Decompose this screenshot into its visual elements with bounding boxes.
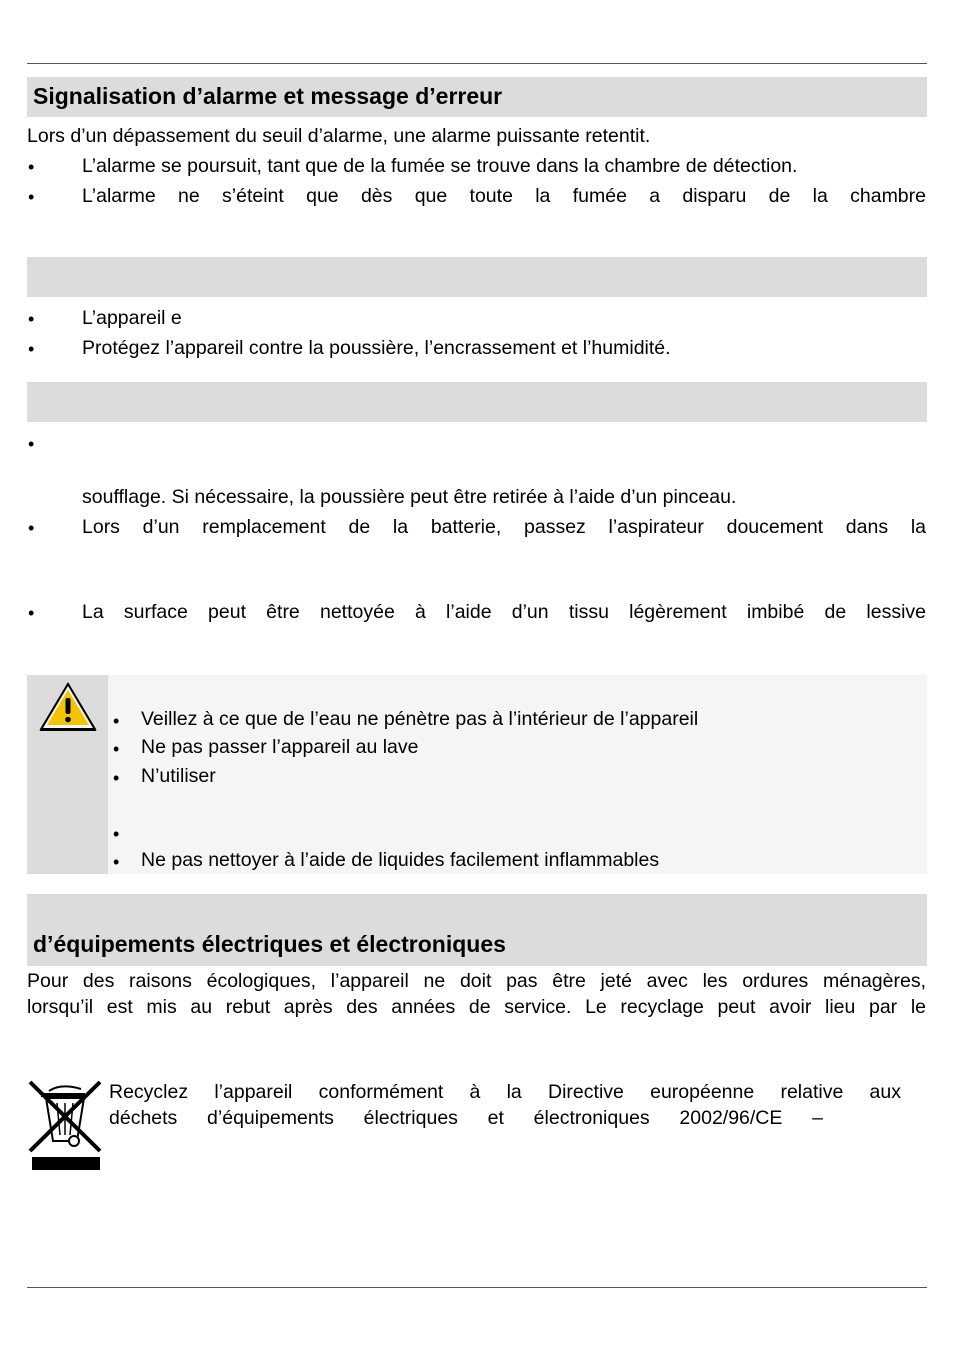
warning-item: N’utiliser <box>141 765 216 787</box>
care-bullet-1: L’appareil e <box>82 307 182 329</box>
warning-box <box>27 675 927 874</box>
section-title-disposal: d’équipements électriques et électroniques <box>33 931 506 957</box>
bullet-glyph: • <box>28 339 35 359</box>
bullet-glyph: • <box>28 187 35 207</box>
cleaning-bullet-2: Lors d’un remplacement de la batterie, passez l’aspirateur doucement dans la <box>82 516 926 538</box>
bullet-glyph: • <box>28 309 35 329</box>
disposal-paragraph-line-1: Pour des raisons écologiques, l’appareil ne doit pas être jeté avec les ordures ménagères, <box>27 970 926 992</box>
bullet-glyph: • <box>113 739 120 759</box>
warning-triangle-icon <box>37 679 99 733</box>
cleaning-bullet-3: La surface peut être nettoyée à l’aide d’un tissu légèrement imbibé de lessive <box>82 601 926 623</box>
crossed-out-bin-icon <box>27 1079 103 1173</box>
bottom-rule <box>27 1287 927 1288</box>
top-rule <box>27 63 927 64</box>
section-heading-band <box>27 257 927 297</box>
warning-item: Ne pas passer l’appareil au lave <box>141 736 419 758</box>
alarm-intro-text: Lors d’un dépassement du seuil d’alarme, une alarme puissante retentit. <box>27 125 651 147</box>
bullet-glyph: • <box>113 852 120 872</box>
bullet-glyph: • <box>28 603 35 623</box>
bullet-glyph: • <box>113 768 120 788</box>
bullet-glyph: • <box>28 157 35 177</box>
section-heading-band <box>27 382 927 422</box>
bullet-glyph: • <box>28 434 35 454</box>
bullet-glyph: • <box>28 518 35 538</box>
bullet-glyph: • <box>113 824 120 844</box>
weee-text-line-2: déchets d’équipements électriques et électroniques 2002/96/CE – <box>109 1107 823 1129</box>
disposal-paragraph-line-2: lorsqu’il est mis au rebut après des années de service. Le recyclage peut avoir lieu par le <box>27 996 926 1018</box>
section-title-alarm: Signalisation d’alarme et message d’erreur <box>33 83 503 109</box>
bullet-glyph: • <box>113 711 120 731</box>
alarm-bullet-1: L’alarme se poursuit, tant que de la fumée se trouve dans la chambre de détection. <box>82 155 798 177</box>
warning-item: Veillez à ce que de l’eau ne pénètre pas à l’intérieur de l’appareil <box>141 708 699 730</box>
weee-text-line-1: Recyclez l’appareil conformément à la Directive européenne relative aux <box>109 1081 901 1103</box>
warning-item: Ne pas nettoyer à l’aide de liquides facilement inflammables <box>141 849 660 871</box>
care-bullet-2: Protégez l’appareil contre la poussière, l’encrassement et l’humidité. <box>82 337 671 359</box>
warning-icon-column <box>27 675 108 874</box>
alarm-bullet-2: L’alarme ne s’éteint que dès que toute la fumée a disparu de la chambre <box>82 185 926 207</box>
cleaning-bullet-1-continuation: soufflage. Si nécessaire, la poussière peut être retirée à l’aide d’un pinceau. <box>82 486 737 508</box>
